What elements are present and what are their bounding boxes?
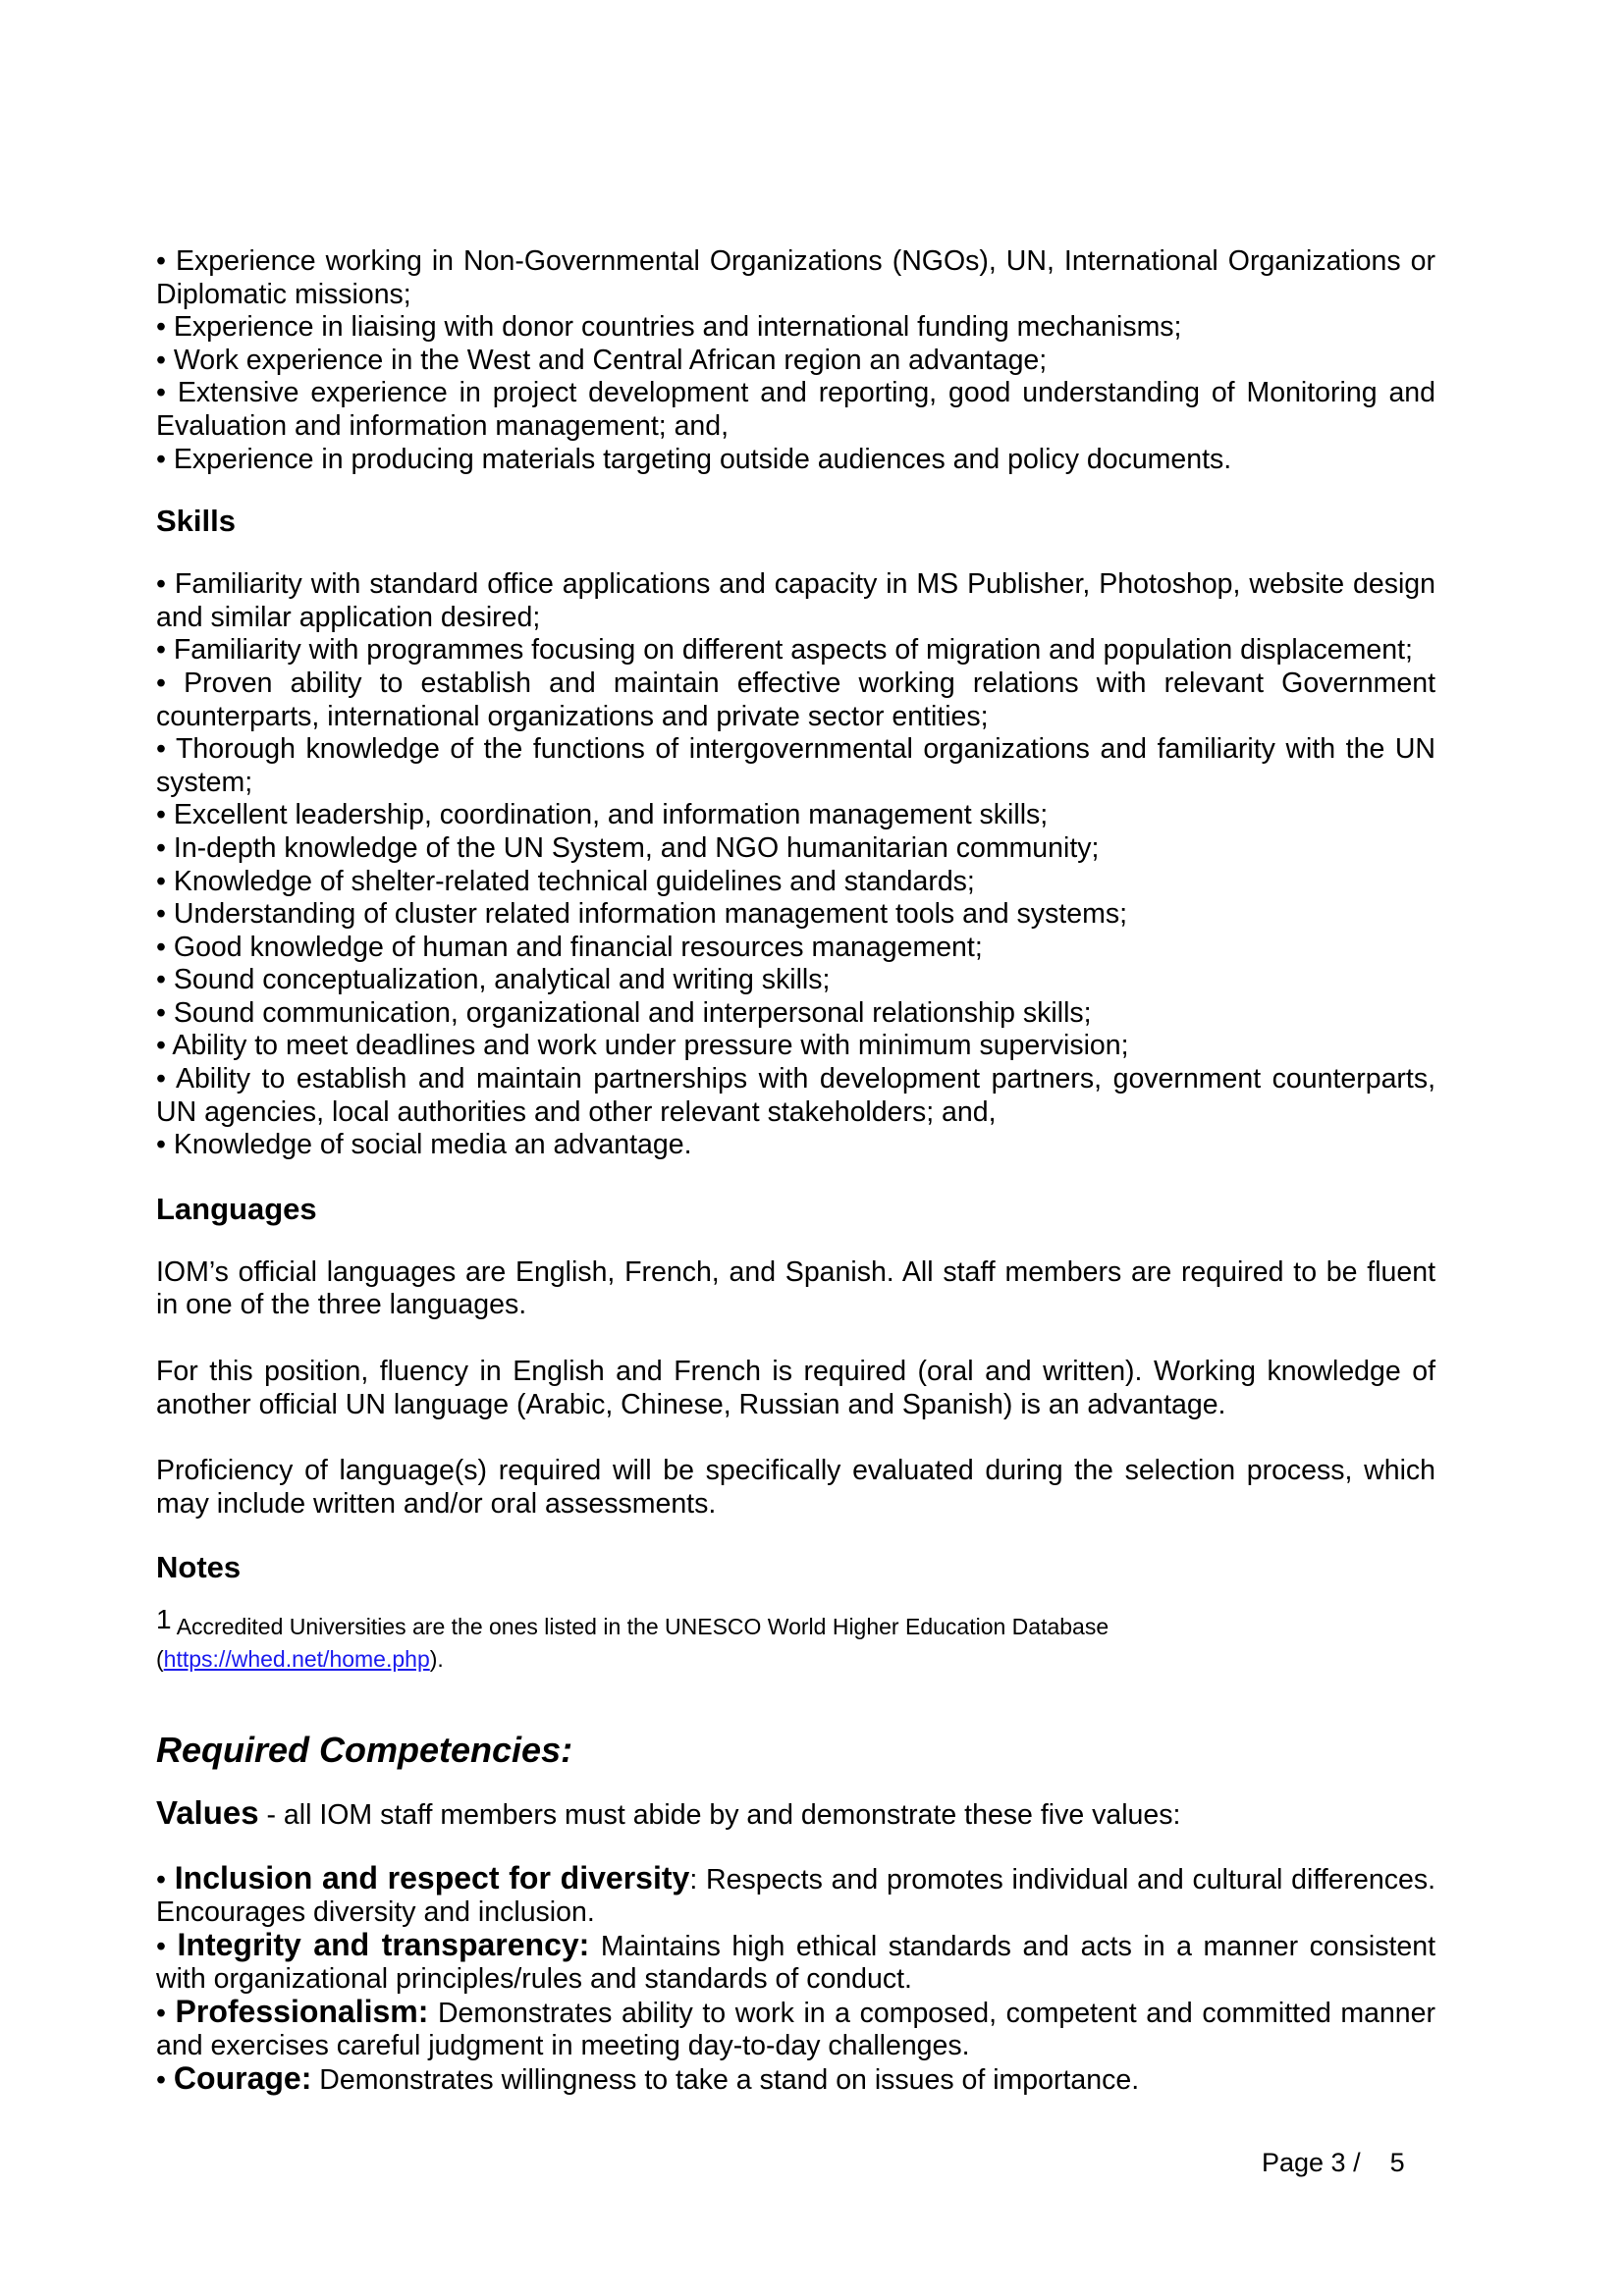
languages-paragraph: IOM’s official languages are English, French, and Spanish. All staff members are required to be fluent in one of the three languages.: [156, 1255, 1435, 1321]
bullet: •: [156, 2064, 174, 2097]
value-text: Demonstrates ability to work in a composed, competent and committed manner and exercises careful judgment in meeting day-to-day challenges.: [156, 1998, 1435, 2062]
languages-heading: Languages: [156, 1191, 317, 1226]
value-item: [156, 1929, 1435, 1996]
value-text: Maintains high ethical standards and acts in a manner consistent with organizational principles/rules and standards of conduct.: [156, 1931, 1436, 1996]
languages-section: [156, 1256, 1435, 1522]
paren-open: (: [156, 1646, 164, 1673]
experience-item: • Work experience in the West and Central African region an advantage;: [156, 344, 1048, 376]
footnote-marker: 1: [156, 1604, 172, 1635]
experience-item: • Experience in liaising with donor countries and international funding mechanisms;: [156, 311, 1182, 344]
bullet: •: [156, 1998, 176, 2030]
languages-paragraph: Proficiency of language(s) required will be specifically evaluated during the selection process, which may include written and/or oral assessments.: [156, 1455, 1435, 1520]
paragraph-spacer: [156, 1421, 1435, 1455]
value-label: Inclusion and respect for diversity: [174, 1860, 690, 1896]
value-label: Courage:: [173, 2060, 312, 2097]
footnote-link-line: [156, 1643, 1435, 1676]
skill-item: • Understanding of cluster related information management tools and systems;: [156, 898, 1127, 931]
whed-link[interactable]: https://whed.net/home.php: [163, 1646, 430, 1673]
skill-item: • Thorough knowledge of the functions of intergovernmental organizations and familiarity with the UN system;: [156, 733, 1435, 798]
experience-list: [156, 245, 1435, 476]
skill-item: • Ability to establish and maintain partnerships with development partners, government counterparts, UN agencies, local authorities and other relevant stakeholders; and,: [156, 1063, 1435, 1128]
notes-heading: Notes: [156, 1550, 242, 1585]
skill-item: • Knowledge of shelter-related technical guidelines and standards;: [156, 865, 975, 897]
skill-item: • In-depth knowledge of the UN System, and NGO humanitarian community;: [156, 831, 1100, 864]
page-footer: [1262, 2147, 1405, 2178]
value-label: Professionalism:: [175, 1994, 429, 2030]
experience-item: • Experience in producing materials targeting outside audiences and policy documents.: [156, 443, 1232, 475]
skills-heading: Skills: [156, 504, 236, 539]
skill-item: • Good knowledge of human and financial resources management;: [156, 931, 983, 963]
values-list: [156, 1862, 1435, 2097]
paragraph-spacer: [156, 1322, 1435, 1356]
skills-list: [156, 568, 1435, 1162]
skill-item: • Proven ability to establish and maintain effective working relations with relevant Government counterparts, international organizations and private sector entities;: [156, 667, 1435, 732]
value-label: Integrity and transparency:: [177, 1927, 590, 1963]
page-label: Page 3 /: [1262, 2148, 1361, 2177]
required-competencies-title: Required Competencies:: [156, 1730, 573, 1771]
document-page: [156, 245, 1435, 2097]
paren-close: ).: [429, 1646, 444, 1673]
footnote: [156, 1604, 1435, 1676]
skill-item: • Familiarity with programmes focusing on different aspects of migration and population displacement;: [156, 634, 1413, 667]
skill-item: • Familiarity with standard office applications and capacity in MS Publisher, Photoshop, website design and similar application desired;: [156, 568, 1435, 633]
footnote-text: Accredited Universities are the ones listed in the UNESCO World Higher Education Database: [176, 1614, 1109, 1640]
value-item: [156, 2062, 1435, 2097]
value-item: [156, 1862, 1435, 1929]
value-text: Demonstrates willingness to take a stand on issues of importance.: [311, 2064, 1140, 2097]
footnote-line: [156, 1604, 1435, 1643]
skill-item: • Sound communication, organizational and interpersonal relationship skills;: [156, 996, 1092, 1029]
value-item: [156, 1996, 1435, 2062]
experience-item: • Extensive experience in project development and reporting, good understanding of Monitoring and Evaluation and information management; and,: [156, 377, 1435, 442]
values-intro: [156, 1793, 1435, 1835]
languages-paragraph: For this position, fluency in English and French is required (oral and written). Working knowledge of another official UN language (Arabic, Chinese, Russian and Spanish) is an advantage.: [156, 1356, 1435, 1420]
skill-item: • Ability to meet deadlines and work under pressure with minimum supervision;: [156, 1030, 1129, 1062]
skill-item: • Knowledge of social media an advantage.: [156, 1129, 692, 1161]
value-text: : Respects and promotes individual and cultural differences. Encourages diversity and inclusion.: [156, 1864, 1435, 1929]
values-label: Values: [156, 1794, 259, 1832]
skill-item: • Excellent leadership, coordination, and information management skills;: [156, 799, 1049, 831]
values-text: - all IOM staff members must abide by and demonstrate these five values:: [258, 1799, 1181, 1832]
bullet: •: [156, 1864, 175, 1896]
skill-item: • Sound conceptualization, analytical and writing skills;: [156, 964, 831, 996]
bullet: •: [156, 1931, 178, 1963]
experience-item: • Experience working in Non-Governmental Organizations (NGOs), UN, International Organizations or Diplomatic missions;: [156, 245, 1435, 310]
page-total: 5: [1389, 2148, 1405, 2177]
